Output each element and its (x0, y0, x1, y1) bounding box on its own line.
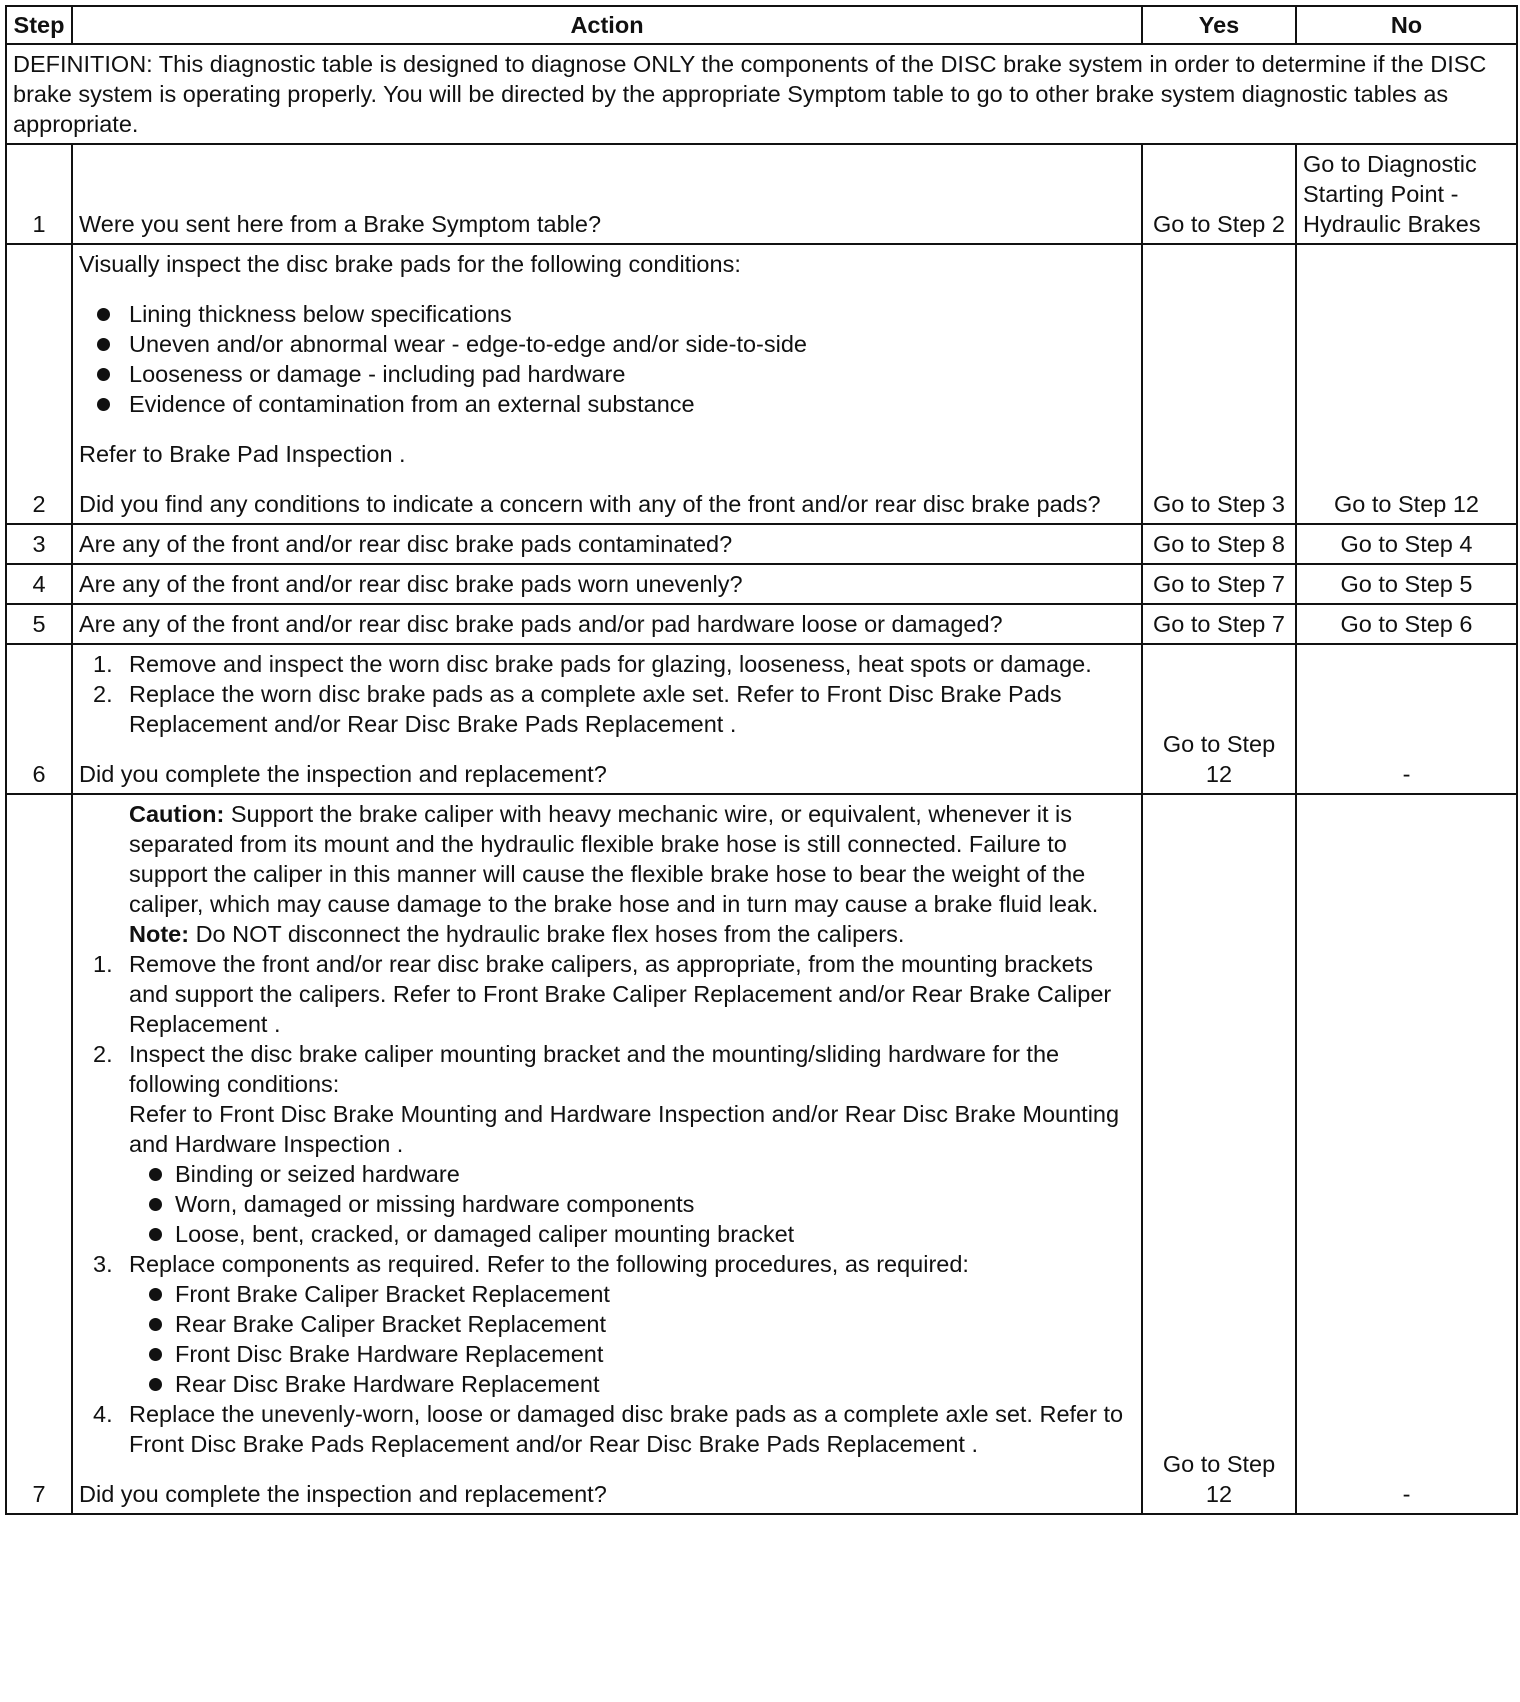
action-cell (72, 144, 1142, 244)
numbered-item: 4. Replace the unevenly-worn, loose or damaged disc brake pads as a complete axle set. Refer to Front Disc Brake Pads Replacement and/or Rear Disc Brake Pads Replacement . (93, 1401, 1124, 1457)
numbered-item: 1. Remove the front and/or rear disc brake calipers, as appropriate, from the mounting brackets and support the calipers. Refer to Front Brake Caliper Replacement and/or Rear Brake Caliper Replacement . (93, 951, 1112, 1037)
numbered-item: 2. Replace the worn disc brake pads as a complete axle set. Refer to Front Disc Brake Pads Replacement and/or Rear Disc Brake Pads Replacement . (93, 681, 1062, 737)
step-number: 2 (6, 244, 72, 524)
table-row (6, 144, 1517, 244)
action-question: Did you find any conditions to indicate a concern with any of the front and/or rear disc brake pads? (79, 491, 1101, 517)
no-cell: Go to Diagnostic Starting Point - Hydraulic Brakes (1296, 144, 1517, 244)
numbered-item: 1. Remove and inspect the worn disc brake pads for glazing, looseness, heat spots or damage. (93, 651, 1092, 677)
condition-list (79, 1159, 1135, 1249)
condition-list (79, 299, 1135, 419)
header-step: Step (6, 6, 72, 44)
list-item: Lining thickness below specifications (79, 299, 1135, 329)
definition-text: DEFINITION: This diagnostic table is designed to diagnose ONLY the components of the DISC brake system in order to determine if the DISC brake system is operating properly. You will be directed by the appropriate Symptom table to go to other brake system diagnostic tables as appropriate. (6, 44, 1517, 144)
header-yes: Yes (1142, 6, 1296, 44)
action-intro: Visually inspect the disc brake pads for the following conditions: (79, 251, 741, 277)
yes-cell: Go to Step 7 (1142, 604, 1296, 644)
no-cell: - (1296, 644, 1517, 794)
action-cell: Are any of the front and/or rear disc brake pads worn unevenly? (72, 564, 1142, 604)
action-cell (72, 244, 1142, 524)
no-cell: Go to Step 5 (1296, 564, 1517, 604)
numbered-item: 3. Replace components as required. Refer to the following procedures, as required: (93, 1251, 969, 1277)
note-text: Note: Do NOT disconnect the hydraulic brake flex hoses from the calipers. (129, 921, 905, 947)
definition-row (6, 44, 1517, 144)
table-row (6, 564, 1517, 604)
header-action: Action (72, 6, 1142, 44)
table-row (6, 604, 1517, 644)
list-item: Front Brake Caliper Bracket Replacement (79, 1279, 1135, 1309)
yes-cell: Go to Step 12 (1142, 794, 1296, 1514)
header-no: No (1296, 6, 1517, 44)
action-question: Did you complete the inspection and replacement? (79, 761, 607, 787)
step-number: 6 (6, 644, 72, 794)
table-row (6, 794, 1517, 1514)
action-cell (72, 644, 1142, 794)
yes-cell: Go to Step 8 (1142, 524, 1296, 564)
action-cell: Are any of the front and/or rear disc brake pads contaminated? (72, 524, 1142, 564)
list-item: Worn, damaged or missing hardware components (79, 1189, 1135, 1219)
numbered-item: 2. Inspect the disc brake caliper mounting bracket and the mounting/sliding hardware for the following conditions: Refer to Front Disc Brake Mounting and Hardware Inspection and/or Rear Disc Brake Mounting and Hardware Inspection . (93, 1041, 1120, 1157)
no-cell: Go to Step 4 (1296, 524, 1517, 564)
action-cell: Are any of the front and/or rear disc brake pads and/or pad hardware loose or damaged? (72, 604, 1142, 644)
no-cell: Go to Step 12 (1296, 244, 1517, 524)
list-item: Rear Disc Brake Hardware Replacement (79, 1369, 1135, 1399)
yes-cell: Go to Step 2 (1142, 144, 1296, 244)
list-item: Rear Brake Caliper Bracket Replacement (79, 1309, 1135, 1339)
step-number: 5 (6, 604, 72, 644)
step-number: 7 (6, 794, 72, 1514)
action-question: Did you complete the inspection and replacement? (79, 1481, 607, 1507)
action-cell (72, 794, 1142, 1514)
list-item: Front Disc Brake Hardware Replacement (79, 1339, 1135, 1369)
list-item: Uneven and/or abnormal wear - edge-to-edge and/or side-to-side (79, 329, 1135, 359)
step-number: 3 (6, 524, 72, 564)
list-item: Looseness or damage - including pad hardware (79, 359, 1135, 389)
list-item: Loose, bent, cracked, or damaged caliper mounting bracket (79, 1219, 1135, 1249)
caution-note: Caution: Support the brake caliper with heavy mechanic wire, or equivalent, whenever it is separated from its mount and the hydraulic flexible brake hose is still connected. Failure to support the caliper in this manner will cause the flexible brake hose to bear the weight of the caliper, which may cause damage to the brake hose and in turn may cause a brake fluid leak. (129, 801, 1099, 917)
table-row (6, 244, 1517, 524)
step-number: 1 (6, 144, 72, 244)
header-row (6, 6, 1517, 44)
action-question: Were you sent here from a Brake Symptom table? (79, 211, 602, 237)
refer-text: Refer to Brake Pad Inspection . (79, 441, 406, 467)
yes-cell: Go to Step 3 (1142, 244, 1296, 524)
no-cell: - (1296, 794, 1517, 1514)
list-item: Evidence of contamination from an external substance (79, 389, 1135, 419)
list-item: Binding or seized hardware (79, 1159, 1135, 1189)
yes-cell: Go to Step 12 (1142, 644, 1296, 794)
diagnostic-table (5, 5, 1518, 1515)
step-number: 4 (6, 564, 72, 604)
yes-cell: Go to Step 7 (1142, 564, 1296, 604)
table-row (6, 524, 1517, 564)
procedure-list (79, 1279, 1135, 1399)
table-row (6, 644, 1517, 794)
no-cell: Go to Step 6 (1296, 604, 1517, 644)
